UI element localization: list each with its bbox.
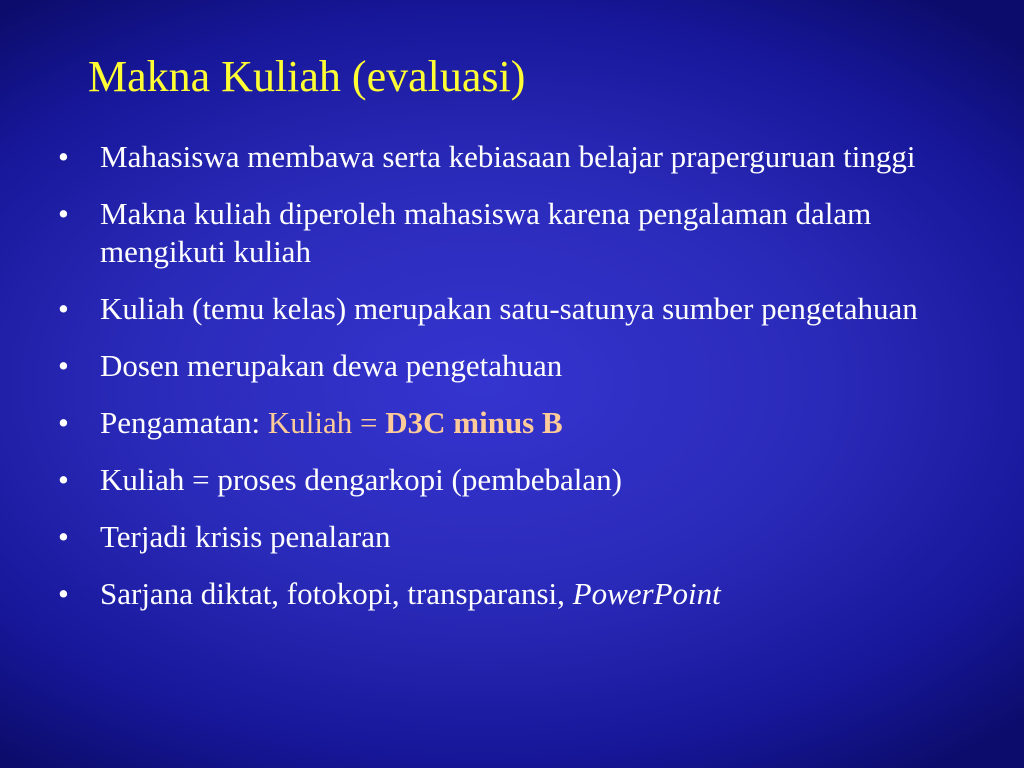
bullet-text: Terjadi krisis penalaran [100,519,391,554]
bullet-item [58,518,978,556]
slide-title: Makna Kuliah (evaluasi) [88,52,526,101]
bullet-item [58,290,978,328]
bullet-list [58,138,978,632]
closing-prefix: Sarjana diktat, fotokopi, transparansi, [100,576,573,611]
bullet-marker: • [58,139,69,174]
observation-equals: = [352,405,386,440]
bullet-marker: • [58,348,69,383]
bullet-text [100,405,563,440]
bullet-item [58,138,978,176]
bullet-marker: • [58,291,69,326]
bullet-item [58,195,978,271]
bullet-marker: • [58,519,69,554]
observation-bold-d3c: D3C [385,405,446,440]
observation-bold-minus-b: minus B [453,405,563,440]
bullet-text: Mahasiswa membawa serta kebiasaan belajar praperguruan tinggi [100,139,916,174]
bullet-marker: • [58,462,69,497]
bullet-text: Makna kuliah diperoleh mahasiswa karena pengalaman dalam mengikuti kuliah [100,196,872,269]
bullet-text: Kuliah (temu kelas) merupakan satu-satunya sumber pengetahuan [100,291,918,326]
closing-italic: PowerPoint [572,576,721,611]
bullet-text [100,576,721,611]
bullet-text: Kuliah = proses dengarkopi (pembebalan) [100,462,622,497]
bullet-marker: • [58,405,69,440]
observation-highlight: Kuliah [267,405,353,440]
bullet-marker: • [58,576,69,611]
bullet-item [58,347,978,385]
bullet-text: Dosen merupakan dewa pengetahuan [100,348,563,383]
observation-prefix: Pengamatan: [100,405,268,440]
bullet-item [58,461,978,499]
bullet-marker: • [58,196,69,231]
bullet-item [58,404,978,442]
bullet-item [58,575,978,613]
